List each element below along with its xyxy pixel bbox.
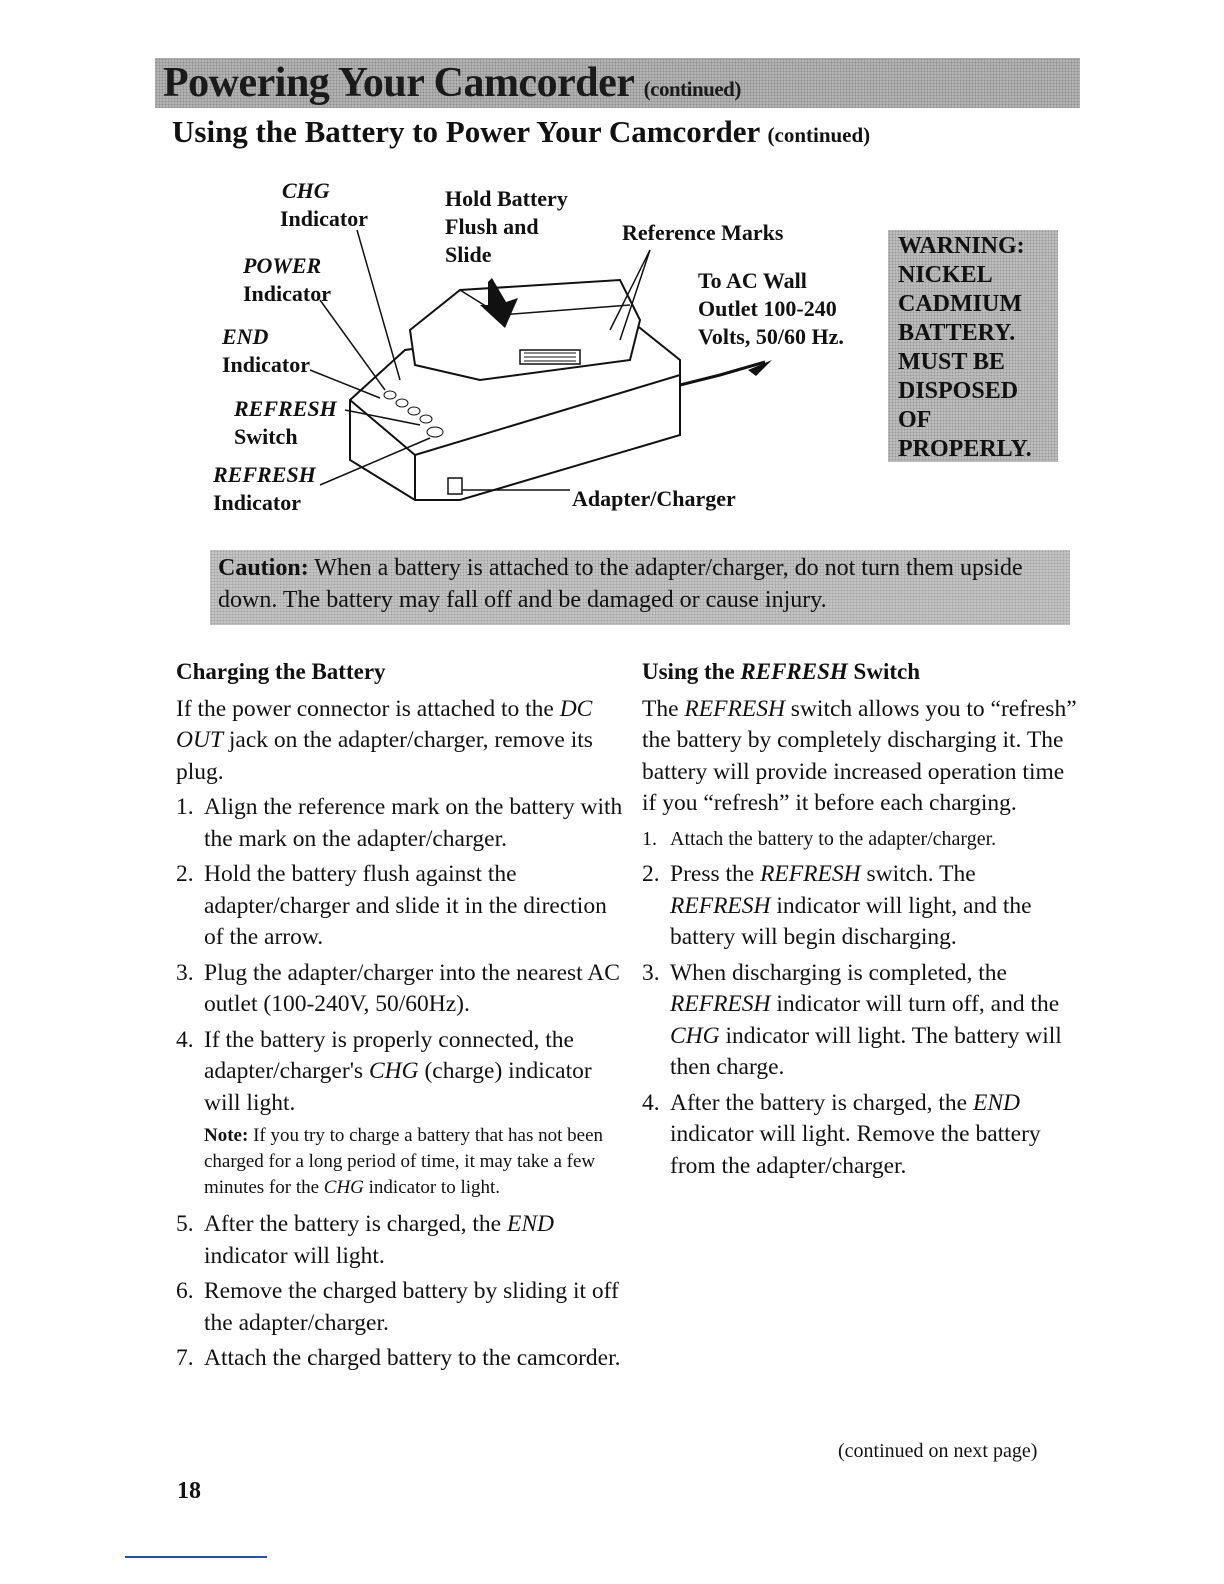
- leader-line: [357, 230, 400, 380]
- list-item: [176, 1276, 626, 1339]
- indicator-led: [408, 407, 420, 415]
- power-cord: [680, 362, 765, 385]
- step-text: switch. The: [866, 861, 976, 887]
- list-item: [176, 1025, 626, 1120]
- warning-box: [888, 230, 1058, 462]
- leader-line: [320, 300, 385, 390]
- warning-line: CADMIUM: [898, 291, 1022, 317]
- refresh-heading-post: Switch: [853, 659, 920, 684]
- charging-intro-1: If the power connector is attached to the: [176, 695, 554, 722]
- indicator-led: [384, 391, 396, 399]
- step-text: indicator will light. The battery will then charge.: [670, 1022, 1062, 1080]
- caution-box: [210, 550, 1070, 625]
- adapter-label: Adapter/Charger: [572, 486, 736, 511]
- chg-label: CHG: [282, 178, 330, 203]
- step-text: Attach the charged battery to the camcorder.: [204, 1345, 621, 1371]
- chg-term: CHG: [368, 1058, 419, 1084]
- refresh-term: REFRESH: [684, 695, 785, 722]
- power-label-2: Indicator: [243, 281, 331, 306]
- caution-label: Caution:: [218, 555, 309, 581]
- indicator-led: [396, 399, 408, 407]
- continued-note: (continued on next page): [838, 1440, 1038, 1462]
- step-number: 1.: [176, 794, 194, 820]
- refresh-intro-post: switch allows you to “refresh” the battery by completely discharging it. The battery will provide increased operation time if you “refresh” it before each charging.: [642, 695, 1077, 816]
- charging-intro: [176, 694, 626, 789]
- list-item: [176, 792, 626, 855]
- caution-text: When a battery is attached to the adapter/charger, do not turn them upside down. The battery may fall off and be damaged or cause injury.: [218, 555, 1023, 613]
- step-text: After the battery is charged, the: [670, 1089, 968, 1116]
- page-title-suffix: (continued): [643, 77, 741, 101]
- hold-label: Hold Battery: [445, 186, 568, 211]
- charging-section: [176, 656, 626, 1379]
- list-item: [176, 958, 626, 1021]
- charging-intro-2: jack on the adapter/charger, remove its plug.: [176, 727, 593, 785]
- refresh-term: REFRESH: [760, 861, 861, 887]
- warning-line: PROPERLY.: [898, 436, 1032, 462]
- step-text: indicator will light, and the battery will begin discharging.: [670, 892, 1032, 950]
- header-banner: [155, 58, 1080, 108]
- warning-line: DISPOSED: [898, 378, 1019, 404]
- step-text: After the battery is charged, the: [204, 1211, 502, 1237]
- step-text: Attach the battery to the adapter/charger.: [670, 827, 997, 850]
- charging-steps-continued: [176, 1209, 626, 1375]
- ac-label-3: Volts, 50/60 Hz.: [698, 324, 844, 349]
- refresh-indicator-label: REFRESH: [213, 462, 316, 487]
- list-item: [642, 824, 1082, 856]
- step-number: 3.: [176, 959, 194, 986]
- list-item: [642, 958, 1082, 1084]
- list-item: [176, 1343, 626, 1375]
- note: [176, 1123, 626, 1201]
- refresh-section: [642, 656, 1082, 1186]
- end-term: END: [973, 1089, 1020, 1116]
- refresh-intro-pre: The: [642, 695, 679, 722]
- step-text: Remove the charged battery by sliding it off the adapter/charger.: [204, 1278, 619, 1336]
- refresh-indicator-label-2: Indicator: [213, 490, 301, 515]
- step-text: indicator will light. Remove the battery from the adapter/charger.: [670, 1121, 1041, 1179]
- refresh-switch-label: REFRESH: [234, 396, 337, 421]
- note-label: Note:: [204, 1125, 249, 1146]
- step-text: Hold the battery flush against the adapter/charger and slide it in the direction of the arrow.: [204, 861, 607, 950]
- list-item: [176, 1209, 626, 1272]
- list-item: [642, 1088, 1082, 1183]
- warning-line: WARNING:: [898, 233, 1025, 259]
- page-title: [163, 59, 741, 107]
- warning-line: MUST BE: [898, 349, 1005, 375]
- chg-term: CHG: [323, 1177, 364, 1198]
- note-text: If you try to charge a battery that has not been charged for a long period of time, it may take a few minutes for the: [204, 1125, 604, 1198]
- step-number: 4.: [642, 1089, 660, 1116]
- step-number: 1.: [642, 827, 657, 850]
- warning-line: BATTERY.: [898, 320, 1016, 346]
- step-number: 2.: [176, 861, 194, 887]
- refresh-indicator-box: [448, 478, 462, 494]
- refresh-switch-label-2: Switch: [234, 424, 298, 449]
- page-title-text: Powering Your Camcorder: [163, 60, 634, 106]
- step-number: 6.: [176, 1278, 194, 1304]
- refresh-button: [427, 427, 443, 437]
- note-text: indicator to light.: [368, 1177, 501, 1198]
- refresh-term: REFRESH: [740, 659, 848, 684]
- step-text: When discharging is completed, the: [670, 959, 1007, 986]
- step-number: 3.: [642, 959, 660, 986]
- section-heading-text: Using the Battery to Power Your Camcorder: [172, 114, 760, 149]
- list-item: [642, 859, 1082, 954]
- step-text: Press the: [670, 861, 755, 887]
- chg-term: CHG: [670, 1022, 720, 1049]
- step-text: If the battery is properly connected, the adapter/charger's: [204, 1026, 574, 1084]
- step-text: indicator will turn off, and the: [776, 991, 1060, 1017]
- section-heading-suffix: (continued): [767, 123, 871, 147]
- refresh-intro: [642, 694, 1082, 820]
- list-item: [176, 859, 626, 954]
- footer-divider: [125, 1556, 267, 1558]
- dc-out-term: DC OUT: [176, 695, 593, 753]
- charging-steps: [176, 792, 626, 1119]
- warning-line: OF: [898, 407, 932, 433]
- refresh-term: REFRESH: [670, 991, 771, 1017]
- step-text: Align the reference mark on the battery with the mark on the adapter/charger.: [204, 794, 623, 852]
- step-number: 2.: [642, 861, 660, 887]
- hold-label-2: Flush and: [445, 214, 539, 239]
- charger-diagram: [200, 170, 880, 520]
- end-label: END: [222, 324, 269, 349]
- charging-heading: Charging the Battery: [176, 659, 386, 684]
- warning-line: NICKEL: [898, 262, 993, 288]
- refresh-steps: [642, 824, 1082, 1183]
- refresh-heading-pre: Using the: [642, 659, 735, 684]
- power-label: POWER: [243, 253, 322, 278]
- refresh-heading: [642, 656, 1082, 688]
- indicator-led: [420, 415, 432, 423]
- step-text: Plug the adapter/charger into the nearest AC outlet (100-240V, 50/60Hz).: [204, 959, 620, 1017]
- step-number: 4.: [176, 1026, 194, 1053]
- chg-label-2: Indicator: [280, 206, 368, 231]
- step-number: 5.: [176, 1211, 194, 1237]
- ac-label-2: Outlet 100-240: [698, 296, 837, 321]
- reference-marks-label: Reference Marks: [622, 220, 784, 245]
- end-term: END: [507, 1211, 554, 1237]
- end-label-2: Indicator: [222, 352, 310, 377]
- step-text: indicator will light.: [204, 1242, 385, 1269]
- hold-label-3: Slide: [445, 242, 492, 267]
- step-number: 7.: [176, 1345, 194, 1371]
- section-heading: [172, 114, 870, 150]
- page-number: 18: [177, 1478, 201, 1504]
- refresh-term: REFRESH: [670, 892, 771, 919]
- ac-label: To AC Wall: [698, 268, 807, 293]
- step-text: (charge) indicator will light.: [204, 1058, 592, 1116]
